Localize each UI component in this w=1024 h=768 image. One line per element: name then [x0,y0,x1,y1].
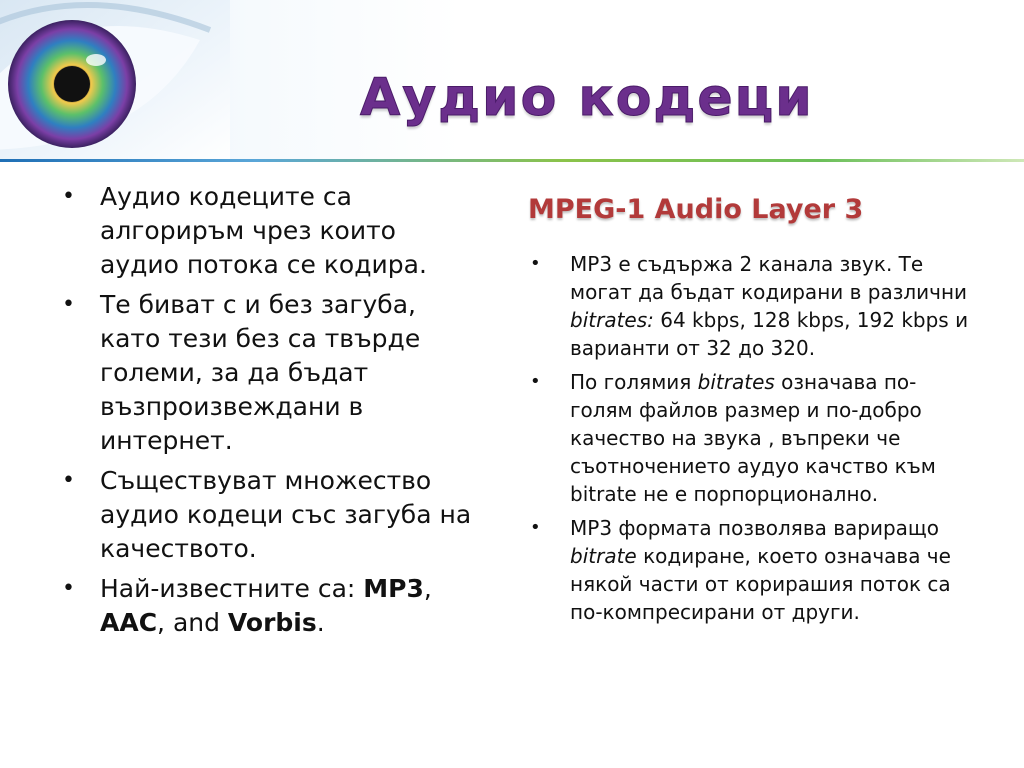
italic-term: bitrate [570,544,637,568]
separator: , [423,574,432,603]
list-item-text: Аудио кодеците са алгориръм чрез които аудио потока се кодира. [100,182,427,279]
right-bullet-list [524,250,972,626]
list-item-text: кодиране, което означава че някой части от корирашия поток са по-компресирани от други. [570,544,951,624]
list-item [524,250,972,362]
list-item [56,180,476,282]
bullet-icon: • [62,576,75,601]
list-item [56,572,476,640]
list-item [524,368,972,508]
italic-term: bitrates [697,370,775,394]
list-item-text: MP3 формата позволява вариращо [570,516,939,540]
header-divider [0,159,1024,162]
italic-term: bitrates: [570,308,654,332]
period: . [316,608,325,637]
bullet-icon: • [530,371,541,392]
slide-title: Аудио кодеци [360,68,814,128]
codec-vorbis: Vorbis [227,608,317,637]
list-item-text: Съществуват множество аудио кодеци със загуба на качеството. [100,466,472,563]
list-item [56,288,476,458]
list-item [56,464,476,566]
header-band [0,0,1024,160]
section-title: MPEG-1 Audio Layer 3 [528,194,864,225]
list-item-text: 64 kbps, 128 kbps, 192 kbps и варианти от 32 до 320. [570,308,969,360]
bullet-icon: • [530,517,541,538]
left-bullet-list [56,180,476,640]
bullet-icon: • [62,184,75,209]
list-item-text: Най-известните са: [100,574,364,603]
separator: , and [157,608,228,637]
bullet-icon: • [62,292,75,317]
bullet-icon: • [62,468,75,493]
right-column [524,250,972,632]
codec-aac: AAC [100,608,158,637]
list-item-text: означава по-голям файлов размер и по-добро качество на звука , въпреки че съотночението аудуо качство към bitrate не е порпорционално. [570,370,936,506]
list-item-text: Те биват с и без загуба, като тези без са твърде големи, за да бъдат възпроизвеждани в интернет. [100,290,421,455]
left-column [56,180,476,646]
list-item-text: По голямия [570,370,698,394]
list-item [524,514,972,626]
eye-icon [0,0,230,160]
list-item-text: MP3 е съдържа 2 канала звук. Те могат да бъдат кодирани в различни [570,252,968,304]
bullet-icon: • [530,253,541,274]
codec-mp3: MP3 [363,574,424,603]
